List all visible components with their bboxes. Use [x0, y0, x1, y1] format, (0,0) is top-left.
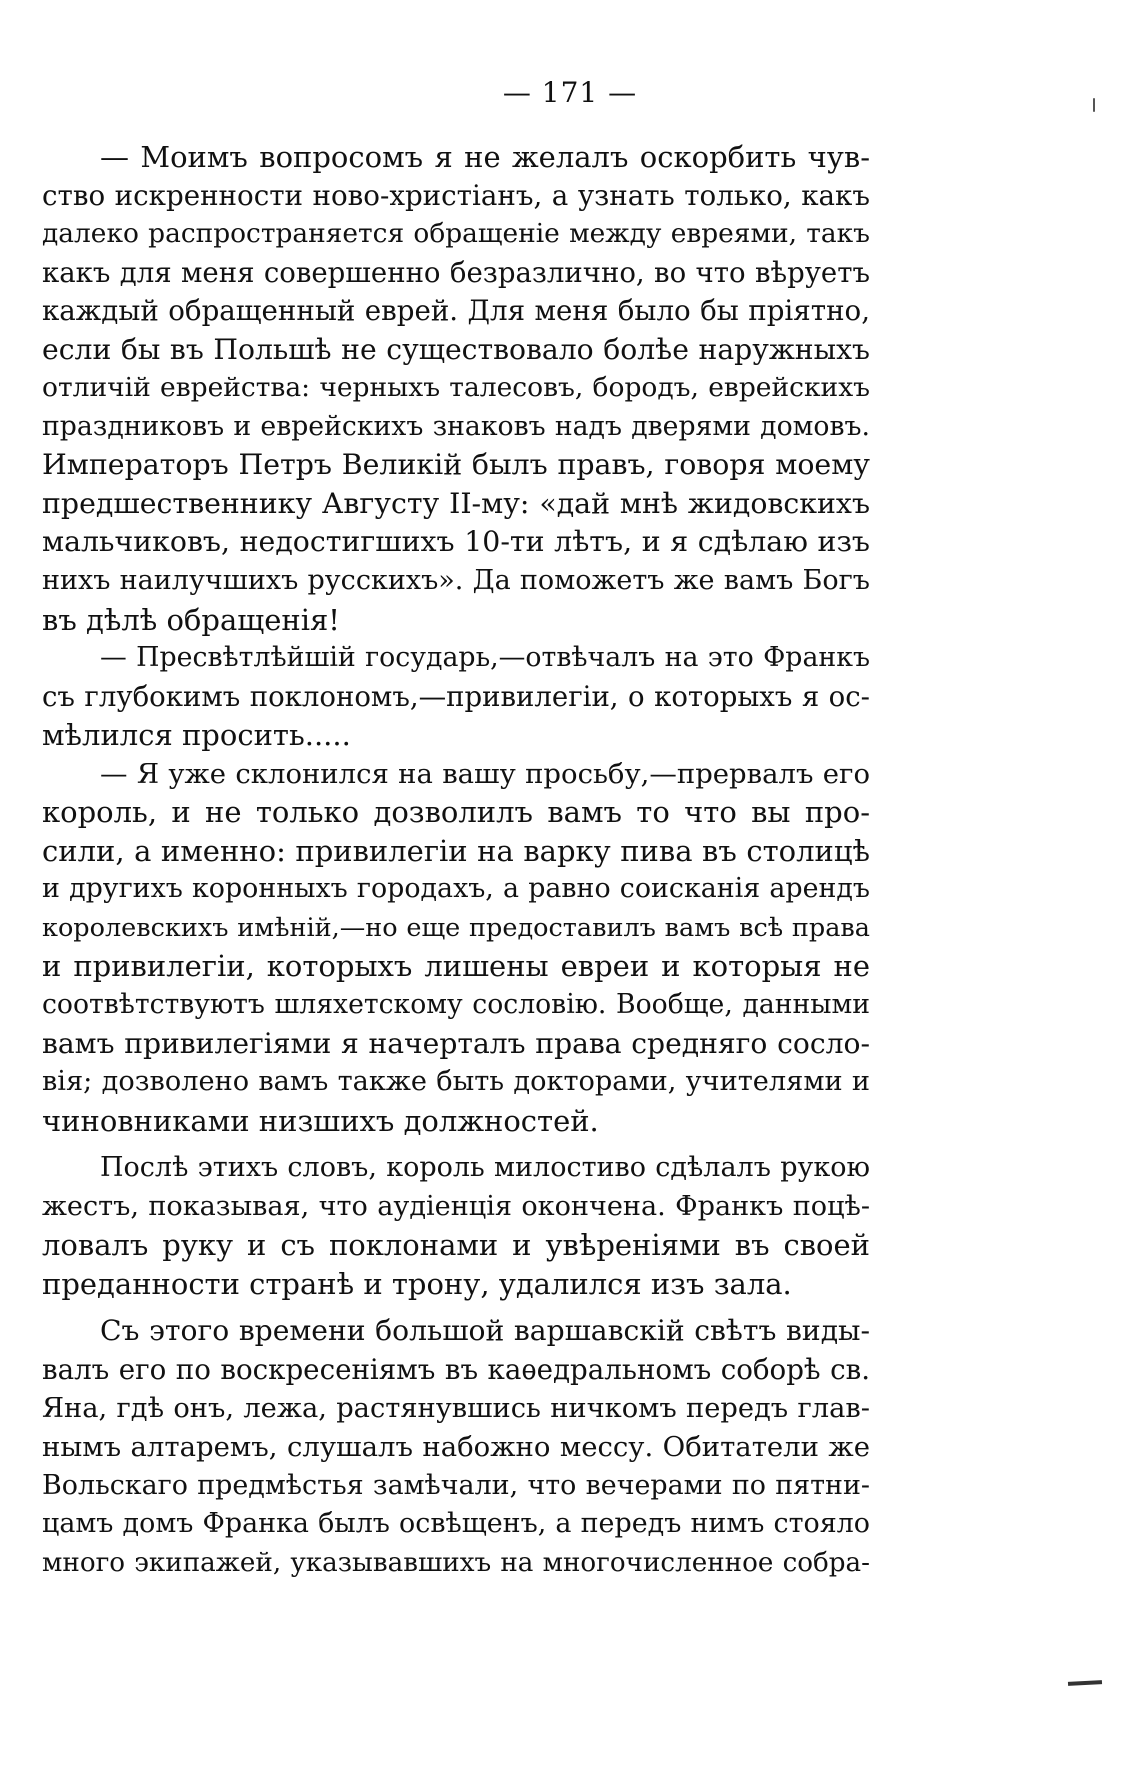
text-line: если бы въ Польшѣ не существовало болѣе наружныхъ — [42, 332, 870, 366]
text-line: король, и не только дозволилъ вамъ то что вы про- — [42, 795, 870, 830]
text-line: цамъ домъ Франка былъ освѣщенъ, а передъ нимъ стояло — [42, 1508, 870, 1540]
text-line: — Пресвѣтлѣйшій государь,—отвѣчалъ на это Франкъ — [100, 642, 870, 674]
text-line: преданности странѣ и трону, удалился изъ зала. — [42, 1266, 792, 1301]
text-line: далеко распространяется обращеніе между евреями, такъ — [42, 218, 870, 250]
text-line: Императоръ Петръ Великій былъ правъ, говоря моему — [42, 448, 870, 482]
text-line: съ глубокимъ поклономъ,—привилегіи, о которыхъ я ос- — [42, 680, 870, 713]
text-line: какъ для меня совершенно безразлично, во что вѣруетъ — [42, 256, 870, 289]
text-line: Съ этого времени большой варшавскій свѣтъ виды- — [100, 1314, 870, 1348]
text-line: Послѣ этихъ словъ, король милостиво сдѣлалъ рукою — [100, 1152, 870, 1184]
text-line: жестъ, показывая, что аудіенція окончена. Франкъ поцѣ- — [42, 1190, 870, 1222]
text-line: отличій еврейства: черныхъ талесовъ, бородъ, еврейскихъ — [42, 372, 870, 404]
text-line: каждый обращенный еврей. Для меня было бы пріятно, — [42, 294, 870, 328]
text-line: Яна, гдѣ онъ, лежа, растянувшись ничкомъ передъ глав- — [42, 1392, 870, 1424]
text-line: предшественнику Августу II-му: «дай мнѣ жидовскихъ — [42, 486, 870, 520]
text-line: — Я уже склонился на вашу просьбу,—прервалъ его — [100, 757, 870, 790]
text-line: нымъ алтаремъ, слушалъ набожно мессу. Обитатели же — [42, 1431, 870, 1464]
text-line: чиновниками низшихъ должностей. — [42, 1103, 599, 1138]
text-line: Вольскаго предмѣстья замѣчали, что вечерами по пятни- — [42, 1469, 870, 1501]
text-line: ство искренности ново-христіанъ, а узнать только, какъ — [42, 178, 870, 212]
text-line: мѣлился просить..... — [42, 718, 351, 753]
text-line: соотвѣтствуютъ шляхетскому сословію. Вообще, данными — [42, 989, 870, 1021]
text-line: ловалъ руку и съ поклонами и увѣреніями въ своей — [42, 1228, 870, 1263]
text-line: мальчиковъ, недостигшихъ 10-ти лѣтъ, и я сдѣлаю изъ — [42, 525, 870, 559]
text-line: королевскихъ имѣній,—но еще предоставилъ вамъ всѣ права — [42, 912, 870, 943]
text-line: сили, а именно: привилегіи на варку пива въ столицѣ — [42, 833, 870, 868]
text-line: и привилегіи, которыхъ лишены евреи и которыя не — [42, 949, 870, 984]
text-line: въ дѣлѣ обращенія! — [42, 602, 340, 637]
page-number: — 171 — — [502, 76, 638, 109]
text-line: много экипажей, указывавшихъ на многочисленное собра- — [42, 1547, 870, 1578]
text-line: — Моимъ вопросомъ я не желалъ оскорбить чув- — [100, 140, 870, 174]
margin-mark — [1068, 1680, 1102, 1686]
text-line: праздниковъ и еврейскихъ знаковъ надъ дверями домовъ. — [42, 410, 870, 442]
text-line: валъ его по воскресеніямъ въ каѳедральномъ соборѣ св. — [42, 1352, 870, 1386]
body-text — [42, 138, 870, 1582]
text-line: вамъ привилегіями я начерталъ права средняго сосло- — [42, 1026, 870, 1060]
margin-speck — [1093, 98, 1095, 112]
text-line: вія; дозволено вамъ также быть докторами, учителями и — [42, 1066, 870, 1098]
text-line: и другихъ коронныхъ городахъ, а равно соисканія арендъ — [42, 873, 870, 905]
text-line: нихъ наилучшихъ русскихъ». Да поможетъ же вамъ Богъ — [42, 565, 870, 597]
